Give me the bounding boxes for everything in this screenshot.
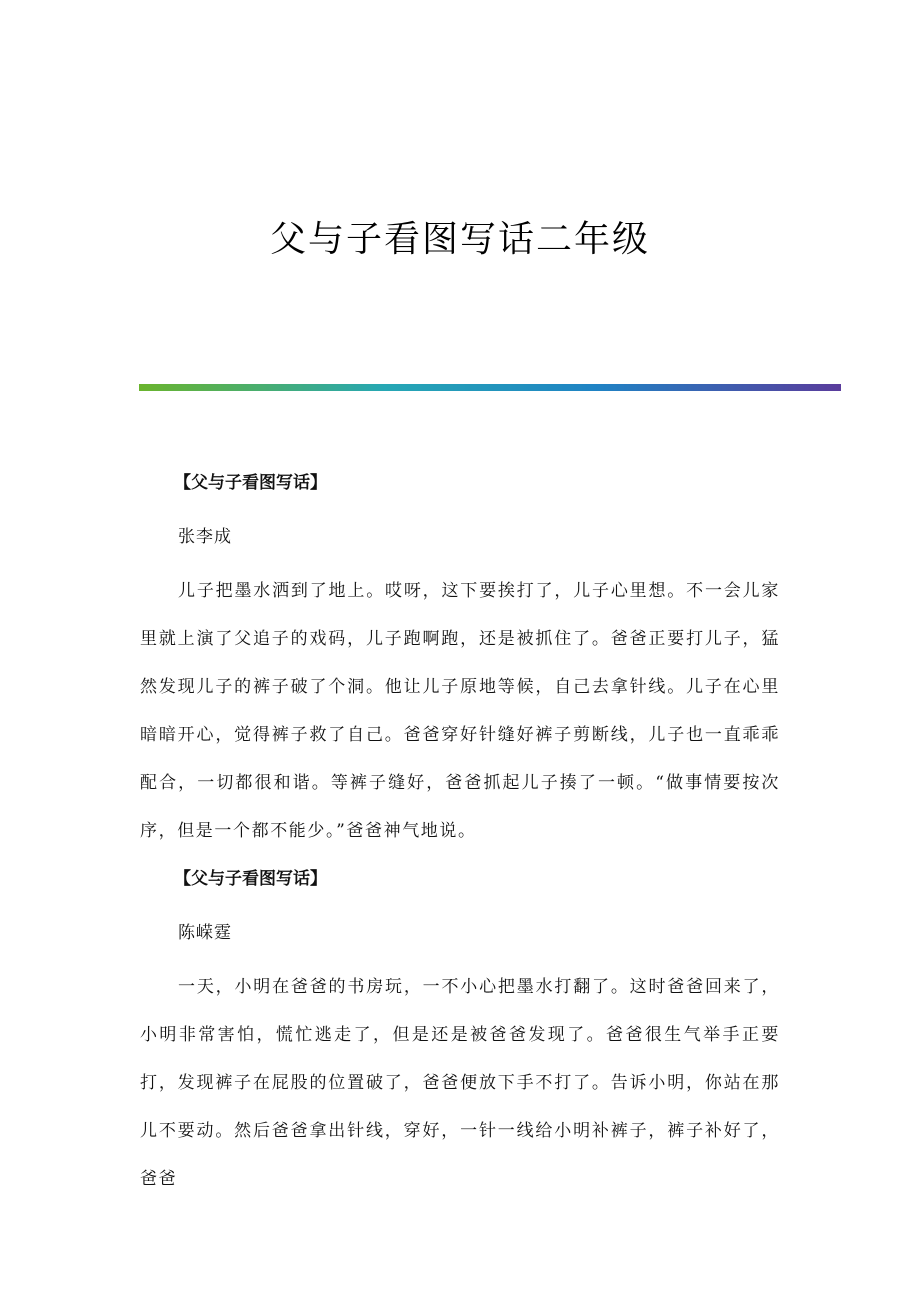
author-name: 陈嵘霆 — [178, 923, 232, 943]
section — [140, 863, 780, 1203]
title-divider — [139, 384, 841, 391]
document-body — [140, 467, 780, 1211]
paragraph: 一天，小明在爸爸的书房玩，一不小心把墨水打翻了。这时爸爸回来了，小明非常害怕，慌忙逃走了，但是还是被爸爸发现了。爸爸很生气举手正要打，发现裤子在屁股的位置破了，爸爸便放下手不打了。告诉小明，你站在那儿不要动。然后爸爸拿出针线，穿好，一针一线给小明补裤子，裤子补好了，爸爸 — [140, 977, 780, 1189]
document-title: 父与子看图写话二年级 — [269, 219, 650, 260]
paragraph: 儿子把墨水洒到了地上。哎呀，这下要挨打了，儿子心里想。不一会儿家里就上演了父追子的戏码，儿子跑啊跑，还是被抓住了。爸爸正要打儿子，猛然发现儿子的裤子破了个洞。他让儿子原地等候，自己去拿针线。儿子在心里暗暗开心，觉得裤子救了自己。爸爸穿好针缝好裤子剪断线，儿子也一直乖乖配合，一切都很和谐。等裤子缝好，爸爸抓起儿子揍了一顿。“做事情要按次序，但是一个都不能少。”爸爸神气地说。 — [140, 581, 780, 841]
section — [140, 467, 780, 855]
author-name: 张李成 — [178, 527, 232, 547]
section-heading: 【父与子看图写话】 — [174, 473, 327, 493]
section-heading: 【父与子看图写话】 — [174, 869, 327, 889]
